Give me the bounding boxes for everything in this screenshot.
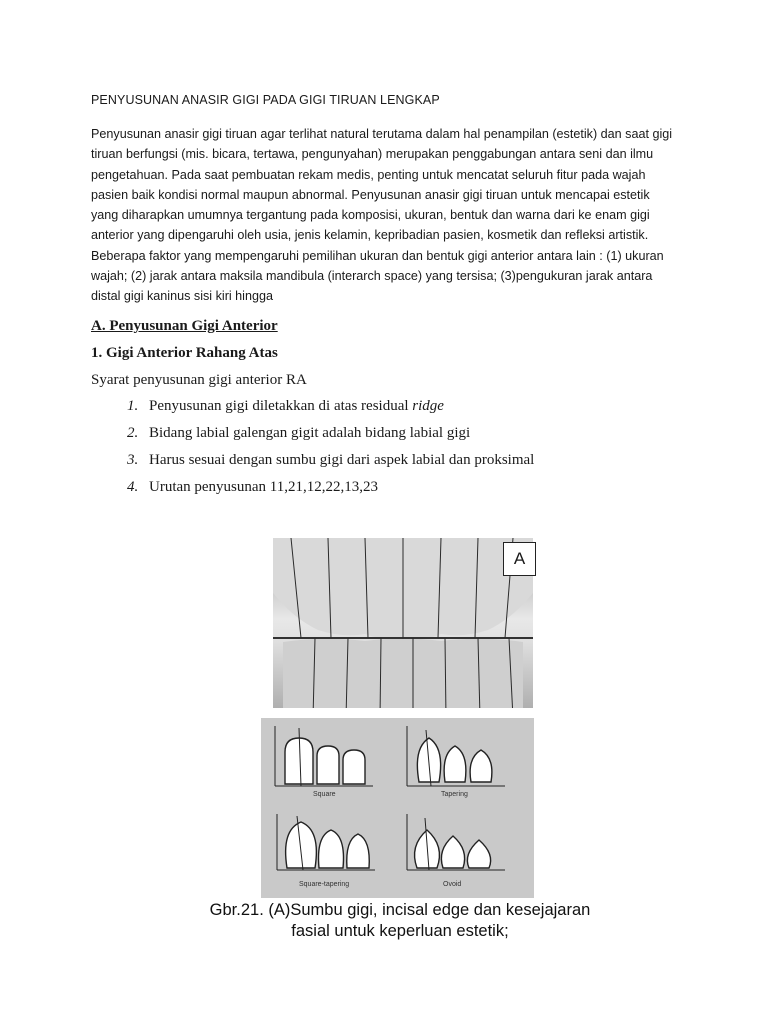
intro-line: Penyusunan anasir gigi tiruan agar terlihat natural terutama dalam hal penampilan (estetik) dan saat gigi bbox=[91, 127, 673, 141]
list-number: 1. bbox=[127, 398, 139, 414]
shape-label-ovoid: Ovoid bbox=[443, 881, 462, 888]
intro-line: pasien baik kondisi normal maupun abnormal. Penyusunan anasir gigi tiruan untuk mencapai estetik bbox=[91, 187, 650, 202]
document-title: PENYUSUNAN ANASIR GIGI PADA GIGI TIRUAN LENGKAP bbox=[91, 93, 440, 107]
intro-line: yang diharapkan umumnya tergantung pada komposisi, ukuran, bentuk dan warna dari ke enam gigi bbox=[91, 208, 650, 223]
intro-line: distal gigi kaninus sisi kiri hingga bbox=[91, 289, 274, 304]
list-item bbox=[127, 479, 534, 506]
list-text: Harus sesuai dengan sumbu gigi dari aspek labial dan proksimal bbox=[149, 452, 535, 468]
list-emphasis: ridge bbox=[412, 398, 444, 414]
requirements-list bbox=[127, 398, 534, 506]
tooth-shape-diagram bbox=[261, 718, 534, 898]
list-number: 2. bbox=[127, 425, 139, 441]
list-number: 4. bbox=[127, 479, 139, 495]
intro-line: wajah; (2) jarak antara maksila mandibula (interarch space) yang tersisa; (3)pengukuran jarak antara bbox=[91, 269, 653, 284]
intro-line: anterior yang dipengaruhi oleh usia, jenis kelamin, kepribadian pasien, kosmetik dan refleksi artistik. bbox=[91, 228, 649, 243]
list-item bbox=[127, 398, 534, 425]
shape-label-square: Square bbox=[313, 791, 336, 798]
intro-line: pengetahuan. Pada saat pembuatan rekam medis, penting untuk mencatat seluruh fitur pada wajah bbox=[91, 167, 646, 182]
list-text: Urutan penyusunan 11,21,12,22,13,23 bbox=[149, 479, 378, 495]
list-number: 3. bbox=[127, 452, 139, 468]
intro-paragraph bbox=[91, 124, 691, 307]
shape-label-square-tapering: Square-tapering bbox=[299, 881, 350, 888]
list-text: Bidang labial galengan gigit adalah bidang labial gigi bbox=[149, 425, 471, 441]
panel-label: A bbox=[503, 542, 536, 576]
intro-line: Beberapa faktor yang mempengaruhi pemilihan ukuran dan bentuk gigi anterior antara lain : (1) ukuran bbox=[91, 248, 664, 263]
section-heading: A. Penyusunan Gigi Anterior bbox=[91, 318, 278, 334]
list-item bbox=[127, 452, 534, 479]
intro-line: tiruan berfungsi (mis. bicara, tertawa, pengunyahan) merupakan penggabungan antara seni dan ilmu bbox=[91, 147, 654, 162]
caption-line: Gbr.21. (A)Sumbu gigi, incisal edge dan kesejajaran bbox=[209, 901, 591, 919]
teeth-photo bbox=[273, 538, 533, 718]
list-item bbox=[127, 425, 534, 452]
list-text: Penyusunan gigi diletakkan di atas residual bbox=[149, 398, 413, 414]
subsection-heading: 1. Gigi Anterior Rahang Atas bbox=[91, 345, 278, 361]
list-lead: Syarat penyusunan gigi anterior RA bbox=[91, 372, 307, 388]
figure-caption bbox=[160, 900, 640, 942]
shape-label-tapering: Tapering bbox=[441, 791, 468, 798]
caption-line: fasial untuk keperluan estetik; bbox=[291, 922, 509, 940]
